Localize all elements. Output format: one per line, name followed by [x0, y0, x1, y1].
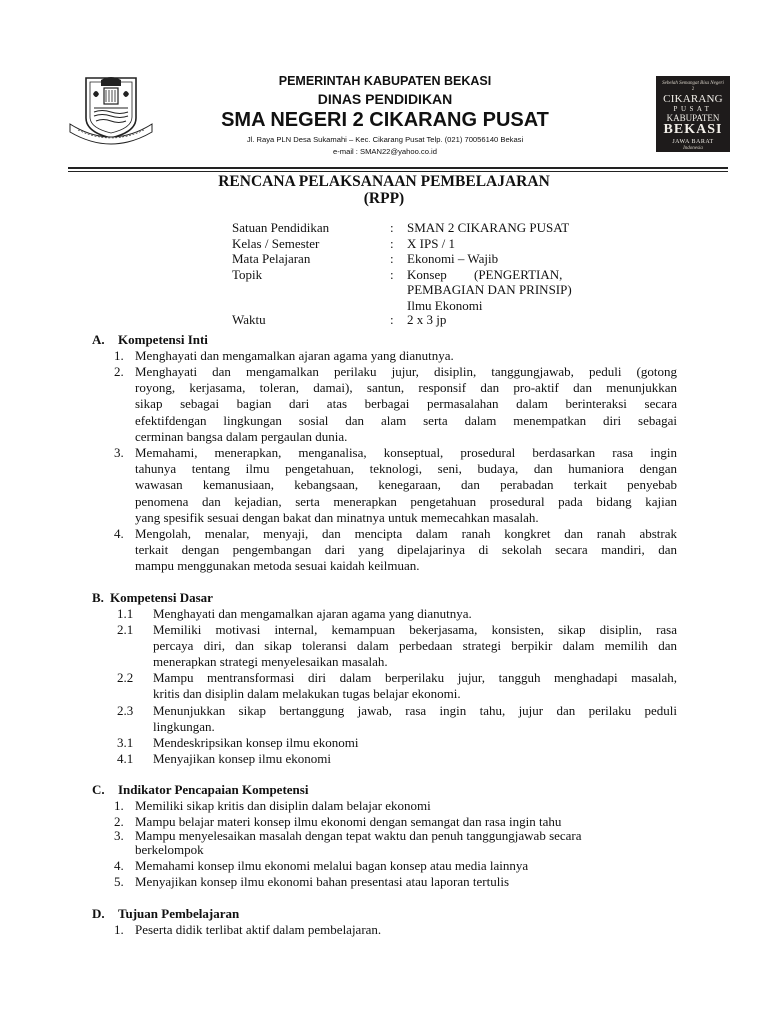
identity-label: Satuan Pendidikan: [232, 220, 330, 235]
item-line: Menghayati dan mengamalkan ajaran agama yang dianutnya.: [135, 348, 454, 363]
item-number: 2.3: [117, 703, 134, 718]
item-line: penomena dan kejadian, serta menerapkan pengetahuan prosedural pada bidang kajian: [135, 493, 677, 509]
item-line: Mendeskripsikan konsep ilmu ekonomi: [153, 735, 359, 750]
regency-crest-icon: [66, 72, 156, 146]
identity-label: Kelas / Semester: [232, 235, 320, 251]
emblem-kabupaten: KABUPATEN: [666, 113, 720, 123]
item-line: kritis dan disiplin dalam melakukan tugas belajar ekonomi.: [153, 686, 461, 702]
section-heading-d: [92, 906, 239, 922]
section-letter: D.: [92, 906, 105, 921]
item-line: lingkungan.: [153, 719, 215, 735]
emblem-bekasi: BEKASI: [663, 122, 723, 137]
identity-value-cont: (PENGERTIAN,: [474, 266, 563, 282]
identity-value: SMAN 2 CIKARANG PUSAT: [407, 220, 570, 235]
header-divider-thin: [68, 171, 728, 172]
item-line: terkait dengan pengembangan dari yang dipelajarinya di sekolah secara mandiri, dan: [135, 542, 677, 558]
item-number: 3.1: [117, 735, 134, 750]
section-letter: C.: [92, 782, 105, 797]
cikarang-emblem-icon: [656, 76, 730, 152]
department-heading: DINAS PENDIDIKAN: [317, 91, 453, 107]
identity-label: Waktu: [232, 312, 266, 327]
section-heading-a: [92, 332, 208, 348]
school-name: SMA NEGERI 2 CIKARANG PUSAT: [221, 109, 549, 131]
section-letter: B.: [92, 590, 104, 605]
section-title: Indikator Pencapaian Kompetensi: [118, 782, 309, 797]
item-line: Mengolah, menalar, menyaji, dan mencipta dalam ranah kongkret dan ranah abstrak: [135, 526, 677, 541]
item-line: Peserta didik terlibat aktif dalam pembelajaran.: [135, 922, 382, 937]
identity-colon: :: [390, 251, 394, 266]
item-line: royong, kerjasama, toleran, damai), santun, responsif dan pro-aktif dan menunjukkan: [135, 380, 677, 396]
item-line: percaya diri, dan sikap toleransi dalam perbedaan strategi berpikir dalam memilih dan: [153, 638, 677, 654]
item-line: wawasan kemanusiaan, kebangsaan, kenegaraan, dan perabadan terkait penyebab: [135, 477, 677, 493]
identity-label: Topik: [232, 266, 263, 282]
item-line: Memahami, menerapkan, menganalisa, konseptual, prosedural berdasarkan rasa ingin: [135, 445, 677, 460]
item-number: 3.: [114, 445, 124, 460]
item-number: 1.1: [117, 606, 134, 621]
document-title: RENCANA PELAKSANAAN PEMBELAJARAN: [218, 173, 550, 190]
item-line: Memiliki sikap kritis dan disiplin dalam belajar ekonomi: [135, 798, 431, 813]
item-line: Mampu mentransformasi diri dalam berperilaku jujur, tangguh menghadapi masalah,: [153, 670, 677, 685]
item-line: Menunjukkan sikap bertanggung jawab, rasa ingin tahu, jujur dan perilaku peduli: [153, 703, 677, 718]
emblem-pusat: PUSAT: [673, 105, 713, 113]
item-line: Mampu belajar materi konsep ilmu ekonomi dengan semangat dan rasa ingin tahu: [135, 814, 562, 829]
item-number: 2.: [114, 814, 124, 829]
item-line: cerminan bangsa dalam pergaulan dunia.: [135, 428, 348, 444]
identity-value: X IPS / 1: [407, 235, 456, 251]
identity-value: Ekonomi – Wajib: [407, 251, 499, 266]
item-number: 1.: [114, 798, 124, 813]
identity-colon: :: [390, 312, 394, 327]
item-number: 5.: [114, 874, 124, 889]
school-email: e-mail : SMAN22@yahoo.co.id: [333, 147, 437, 156]
item-number: 2.1: [117, 622, 134, 637]
item-line: yang spesifik sesuai dengan bakat dan minatnya untuk memecahkan masalah.: [135, 509, 539, 525]
section-title: Tujuan Pembelajaran: [118, 906, 240, 921]
item-line: efektifdengan lingkungan sosial dan alam serta dalam menempatkan diri sebagai: [135, 412, 677, 428]
emblem-number: 2: [691, 87, 695, 92]
identity-value-line3: Ilmu Ekonomi: [407, 297, 483, 313]
identity-label: Mata Pelajaran: [232, 251, 311, 266]
government-heading: PEMERINTAH KABUPATEN BEKASI: [278, 74, 492, 88]
item-number: 2.2: [117, 670, 134, 685]
item-number: 1.: [114, 348, 124, 363]
item-line: tahunya tentang ilmu pengetahuan, teknologi, seni, budaya, dan humaniora dengan: [135, 461, 677, 477]
item-number: 4.: [114, 858, 124, 873]
identity-value: 2 x 3 jp: [407, 312, 447, 327]
identity-value: Konsep: [407, 266, 447, 282]
item-line: menerapkan strategi menyelesaikan masalah.: [153, 654, 388, 670]
identity-colon: :: [390, 220, 394, 235]
item-line: Mampu menyelesaikan masalah dengan tepat waktu dan penuh tanggungjawab secara: [135, 828, 582, 843]
header-divider-thick: [68, 167, 728, 169]
item-line: Memahami konsep ilmu ekonomi melalui bagan konsep atau media lainnya: [135, 858, 529, 873]
item-line: mampu menggunakan metoda sesuai kaidah keilmuan.: [135, 558, 420, 574]
identity-colon: :: [390, 235, 394, 251]
emblem-country: Indonesia: [683, 146, 703, 151]
item-number: 4.1: [117, 751, 134, 766]
item-line: Menghayati dan mengamalkan ajaran agama yang dianutnya.: [153, 606, 472, 621]
item-number: 2.: [114, 364, 124, 379]
school-address: Jl. Raya PLN Desa Sukamahi – Kec. Cikarang Pusat Telp. (021) 70056140 Bekasi: [246, 135, 524, 144]
section-heading-c: [92, 782, 308, 798]
section-letter: A.: [92, 332, 105, 347]
section-title: Kompetensi Inti: [118, 332, 208, 347]
item-number: 4.: [114, 526, 124, 541]
identity-value-line2: PEMBAGIAN DAN PRINSIP): [407, 282, 572, 297]
document-subtitle: (RPP): [363, 190, 405, 207]
emblem-province: JAWA BARAT: [672, 139, 714, 145]
section-title: Kompetensi Dasar: [110, 590, 213, 605]
emblem-cikarang: CIKARANG: [663, 93, 723, 105]
item-number: 1.: [114, 922, 124, 937]
identity-colon: :: [390, 266, 394, 282]
item-line: sikap sebagai bagian dari atas berbagai permasalahan dalam berinteraksi secara: [135, 396, 677, 412]
item-line: Menyajikan konsep ilmu ekonomi bahan presentasi atau laporan tertulis: [135, 874, 510, 889]
item-line: Menghayati dan mengamalkan perilaku jujur, disiplin, tanggungjawab, peduli (gotong: [135, 364, 677, 379]
item-number: 3.: [114, 828, 124, 843]
item-line: Memiliki motivasi internal, kemampuan bekerjasama, konsisten, sikap disiplin, rasa: [153, 622, 677, 637]
emblem-motto: Sebelah Semangat Bisa Negeri: [662, 81, 724, 86]
section-heading-b: [92, 590, 213, 606]
item-line: berkelompok: [135, 842, 204, 857]
item-line: Menyajikan konsep ilmu ekonomi: [153, 751, 332, 766]
